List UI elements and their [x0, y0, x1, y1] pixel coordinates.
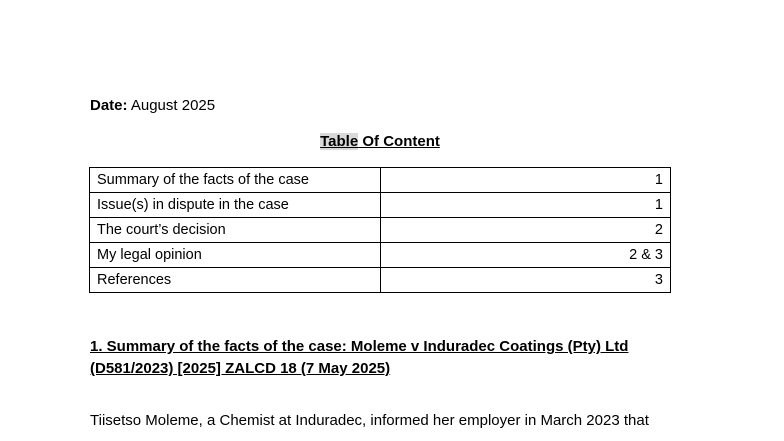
toc-page-cell[interactable]: 3 [381, 268, 671, 293]
toc-table [89, 167, 671, 293]
date-label: Date: [90, 97, 128, 114]
toc-page-cell[interactable]: 1 [381, 193, 671, 218]
toc-title-selected-text[interactable]: Table [320, 133, 359, 150]
body-paragraph: Tiisetso Moleme, a Chemist at Induradec, informed her employer in March 2023 that [90, 412, 649, 429]
toc-title [0, 133, 760, 151]
date-value: August 2025 [130, 97, 216, 114]
table-row [90, 168, 671, 193]
toc-title-rest: Of Content [358, 133, 440, 150]
date-line [90, 97, 215, 115]
toc-page-cell[interactable]: 1 [381, 168, 671, 193]
table-row [90, 193, 671, 218]
table-row [90, 268, 671, 293]
toc-topic-cell[interactable]: Summary of the facts of the case [90, 168, 381, 193]
toc-topic-cell[interactable]: Issue(s) in dispute in the case [90, 193, 381, 218]
toc-page-cell[interactable]: 2 & 3 [381, 243, 671, 268]
toc-page-cell[interactable]: 2 [381, 218, 671, 243]
toc-topic-cell[interactable]: The court’s decision [90, 218, 381, 243]
section-heading: 1. Summary of the facts of the case: Moleme v Induradec Coatings (Pty) Ltd (D581/2023) [2025] ZALCD 18 (7 May 2025) [90, 338, 629, 377]
table-row [90, 243, 671, 268]
table-row [90, 218, 671, 243]
toc-topic-cell[interactable]: References [90, 268, 381, 293]
toc-topic-cell[interactable]: My legal opinion [90, 243, 381, 268]
